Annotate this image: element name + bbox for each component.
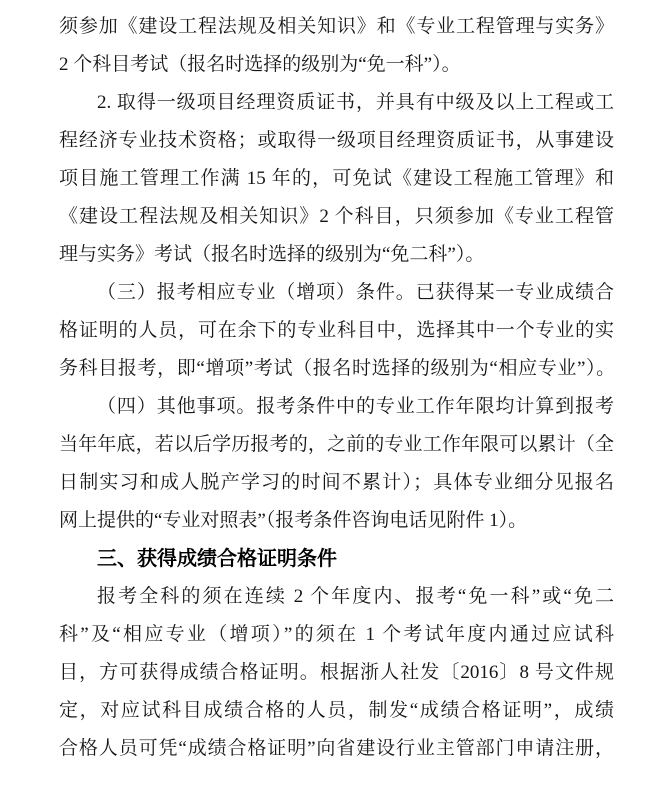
text-line: 目，方可获得成绩合格证明。根据浙人社发〔2016〕8 号文件规 [59, 662, 614, 683]
text-line: 理与实务》考试（报名时选择的级别为“免二科”）。 [59, 244, 485, 265]
text-line: 2 个科目考试（报名时选择的级别为“免一科”）。 [59, 54, 461, 75]
text-line: 当年年底，若以后学历报考的，之前的专业工作年限可以累计（全 [59, 434, 614, 455]
text-line: 定，对应试科目成绩合格的人员，制发“成绩合格证明”，成绩 [59, 700, 614, 721]
text-line: 格证明的人员，可在余下的专业科目中，选择其中一个专业的实 [59, 320, 614, 341]
text-line: 务科目报考，即“增项”考试（报名时选择的级别为“相应专业”）。 [59, 358, 614, 379]
text-line: 程经济专业技术资格；或取得一级项目经理资质证书，从事建设 [59, 130, 614, 151]
text-line: 2. 取得一级项目经理资质证书，并具有中级及以上工程或工 [97, 92, 614, 113]
text-line: 日制实习和成人脱产学习的时间不累计）；具体专业细分见报名 [59, 472, 614, 493]
text-line: 报考全科的须在连续 2 个年度内、报考“免一科”或“免二 [97, 586, 614, 607]
text-line: 合格人员可凭“成绩合格证明”向省建设行业主管部门申请注册， [59, 738, 614, 759]
text-line: （三）报考相应专业（增项）条件。已获得某一专业成绩合 [97, 282, 614, 303]
text-line: 项目施工管理工作满 15 年的，可免试《建设工程施工管理》和 [59, 168, 614, 189]
text-line: 网上提供的“专业对照表”（报考条件咨询电话见附件 1）。 [59, 510, 528, 531]
section-heading: 三、获得成绩合格证明条件 [97, 548, 337, 570]
text-line: （四）其他事项。报考条件中的专业工作年限均计算到报考 [97, 396, 614, 417]
text-line: 《建设工程法规及相关知识》2 个科目，只须参加《专业工程管 [59, 206, 614, 227]
text-line: 科”及“相应专业（增项）”的须在 1 个考试年度内通过应试科 [59, 624, 614, 645]
text-line: 须参加《建设工程法规及相关知识》和《专业工程管理与实务》 [59, 16, 614, 37]
